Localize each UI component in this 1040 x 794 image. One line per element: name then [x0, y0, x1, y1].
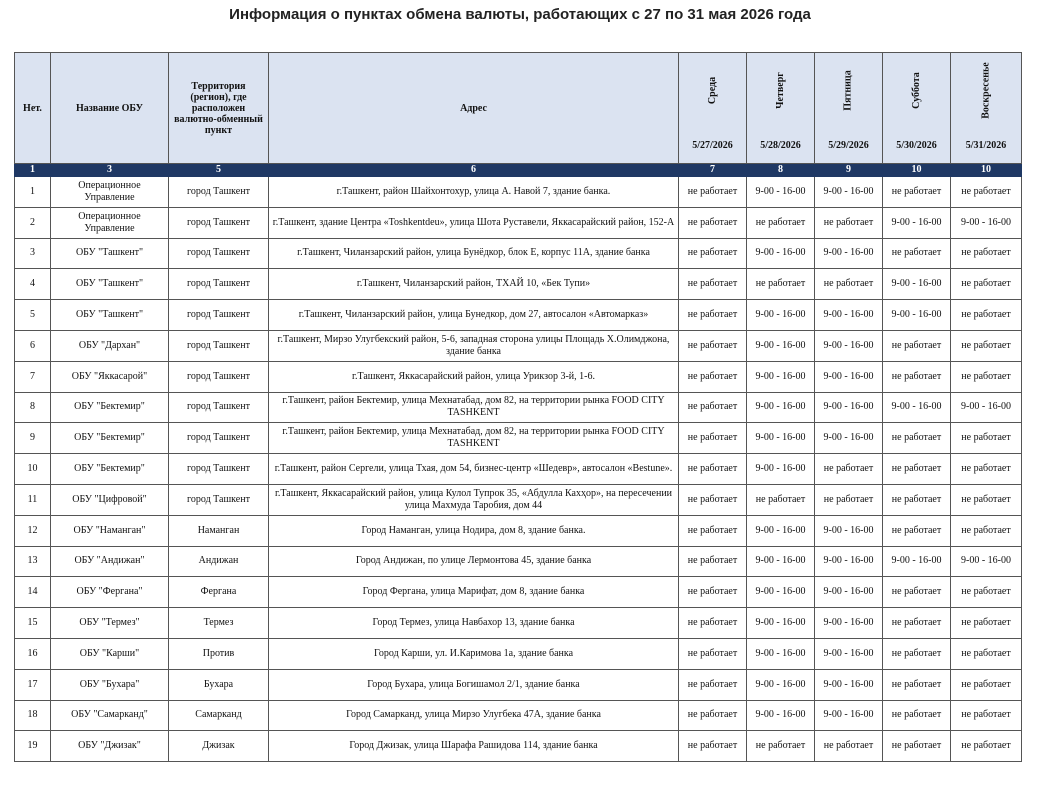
- schedule-cell: не работает: [815, 269, 883, 300]
- obu-name: ОБУ "Андижан": [51, 546, 169, 577]
- schedule-cell: 9-00 - 16-00: [747, 515, 815, 546]
- table-row: [15, 608, 1022, 639]
- table-row: [15, 269, 1022, 300]
- row-number: 5: [15, 300, 51, 331]
- table-row: [15, 392, 1022, 423]
- schedule-cell: не работает: [679, 330, 747, 361]
- schedule-cell: не работает: [679, 731, 747, 762]
- schedule-cell: 9-00 - 16-00: [747, 669, 815, 700]
- obu-name: ОБУ "Термез": [51, 608, 169, 639]
- address: Город Бухара, улица Богишамол 2/1, здание банка: [269, 669, 679, 700]
- region: Фергана: [169, 577, 269, 608]
- header-date: 5/30/2026: [883, 127, 951, 164]
- table-row: [15, 361, 1022, 392]
- schedule-cell: не работает: [883, 515, 951, 546]
- schedule-cell: не работает: [883, 608, 951, 639]
- schedule-cell: не работает: [883, 731, 951, 762]
- region: Наманган: [169, 515, 269, 546]
- address: Город Джизак, улица Шарафа Рашидова 114, здание банка: [269, 731, 679, 762]
- address: г.Ташкент, Мирзо Улугбекский район, 5-6, западная сторона улицы Площадь Х.Олимджона, здание банка: [269, 330, 679, 361]
- table-row: [15, 423, 1022, 454]
- schedule-cell: не работает: [679, 515, 747, 546]
- schedule-cell: 9-00 - 16-00: [747, 700, 815, 731]
- schedule-cell: не работает: [883, 330, 951, 361]
- address: г.Ташкент, Чиланзарский район, улица Бунедкор, дом 27, автосалон «Автомарказ»: [269, 300, 679, 331]
- column-index: 6: [269, 164, 679, 177]
- schedule-cell: 9-00 - 16-00: [747, 638, 815, 669]
- exchange-points-table: [14, 52, 1022, 762]
- schedule-cell: не работает: [679, 577, 747, 608]
- header-date: 5/29/2026: [815, 127, 883, 164]
- schedule-cell: 9-00 - 16-00: [815, 638, 883, 669]
- table-row: [15, 731, 1022, 762]
- schedule-cell: не работает: [747, 484, 815, 515]
- schedule-cell: не работает: [679, 361, 747, 392]
- address: Город Карши, ул. И.Каримова 1а, здание банка: [269, 638, 679, 669]
- schedule-cell: 9-00 - 16-00: [883, 207, 951, 238]
- header-day: Пятница: [815, 53, 883, 128]
- row-number: 4: [15, 269, 51, 300]
- row-number: 3: [15, 238, 51, 269]
- schedule-cell: не работает: [679, 669, 747, 700]
- table-header: [15, 53, 1022, 177]
- region: Джизак: [169, 731, 269, 762]
- address: г.Ташкент, Чиланзарский район, ТХАЙ 10, «Бек Тупи»: [269, 269, 679, 300]
- region: город Ташкент: [169, 484, 269, 515]
- schedule-cell: не работает: [679, 207, 747, 238]
- region: город Ташкент: [169, 269, 269, 300]
- table-body: [15, 177, 1022, 762]
- header-date: 5/28/2026: [747, 127, 815, 164]
- address: г.Ташкент, Яккасарайский район, улица Урикзор 3-й, 1-6.: [269, 361, 679, 392]
- header-day: Четверг: [747, 53, 815, 128]
- header-day: Суббота: [883, 53, 951, 128]
- schedule-cell: не работает: [883, 423, 951, 454]
- header-territory: Территория (регион), где расположен валютно-обменный пункт: [169, 53, 269, 164]
- obu-name: ОБУ "Цифровой": [51, 484, 169, 515]
- table-row: [15, 546, 1022, 577]
- region: город Ташкент: [169, 454, 269, 485]
- column-index: 3: [51, 164, 169, 177]
- schedule-cell: не работает: [951, 300, 1022, 331]
- obu-name: ОБУ "Дархан": [51, 330, 169, 361]
- table-row: [15, 638, 1022, 669]
- column-index: 9: [815, 164, 883, 177]
- obu-name: ОБУ "Ташкент": [51, 238, 169, 269]
- obu-name: ОБУ "Карши": [51, 638, 169, 669]
- schedule-cell: не работает: [883, 454, 951, 485]
- schedule-cell: не работает: [951, 638, 1022, 669]
- schedule-cell: 9-00 - 16-00: [951, 392, 1022, 423]
- region: город Ташкент: [169, 238, 269, 269]
- schedule-cell: 9-00 - 16-00: [747, 608, 815, 639]
- schedule-cell: не работает: [815, 454, 883, 485]
- obu-name: ОБУ "Бектемир": [51, 454, 169, 485]
- schedule-cell: не работает: [951, 330, 1022, 361]
- schedule-cell: не работает: [679, 238, 747, 269]
- header-obu: Название ОБУ: [51, 53, 169, 164]
- schedule-cell: не работает: [883, 638, 951, 669]
- table-row: [15, 669, 1022, 700]
- schedule-cell: не работает: [679, 269, 747, 300]
- region: город Ташкент: [169, 330, 269, 361]
- schedule-cell: 9-00 - 16-00: [815, 608, 883, 639]
- region: город Ташкент: [169, 361, 269, 392]
- schedule-cell: не работает: [679, 177, 747, 208]
- schedule-cell: 9-00 - 16-00: [747, 238, 815, 269]
- schedule-cell: 9-00 - 16-00: [883, 392, 951, 423]
- schedule-cell: не работает: [815, 731, 883, 762]
- row-number: 16: [15, 638, 51, 669]
- region: Против: [169, 638, 269, 669]
- column-index: 5: [169, 164, 269, 177]
- header-day: Воскресенье: [951, 53, 1022, 128]
- page-title: Информация о пунктах обмена валюты, работающих с 27 по 31 мая 2026 года: [229, 6, 811, 23]
- schedule-cell: не работает: [883, 177, 951, 208]
- row-number: 14: [15, 577, 51, 608]
- row-number: 9: [15, 423, 51, 454]
- schedule-cell: 9-00 - 16-00: [815, 361, 883, 392]
- schedule-cell: не работает: [883, 700, 951, 731]
- obu-name: ОБУ "Ташкент": [51, 269, 169, 300]
- schedule-cell: не работает: [679, 300, 747, 331]
- region: город Ташкент: [169, 392, 269, 423]
- row-number: 6: [15, 330, 51, 361]
- schedule-cell: не работает: [951, 669, 1022, 700]
- schedule-cell: не работает: [951, 608, 1022, 639]
- schedule-cell: 9-00 - 16-00: [747, 577, 815, 608]
- obu-name: ОБУ "Самарканд": [51, 700, 169, 731]
- address: г.Ташкент, район Бектемир, улица Мехнатабад, дом 82, на территории рынка FOOD CITY TASHKENT: [269, 423, 679, 454]
- address: Город Наманган, улица Нодира, дом 8, здание банка.: [269, 515, 679, 546]
- table-row: [15, 238, 1022, 269]
- schedule-cell: 9-00 - 16-00: [951, 207, 1022, 238]
- schedule-cell: 9-00 - 16-00: [747, 300, 815, 331]
- schedule-cell: не работает: [815, 484, 883, 515]
- obu-name: ОБУ "Джизак": [51, 731, 169, 762]
- header-num: Нет.: [15, 53, 51, 164]
- schedule-cell: 9-00 - 16-00: [815, 423, 883, 454]
- row-number: 15: [15, 608, 51, 639]
- schedule-cell: не работает: [951, 484, 1022, 515]
- region: город Ташкент: [169, 300, 269, 331]
- table-row: [15, 207, 1022, 238]
- address: г.Ташкент, Яккасарайский район, улица Кулол Тупрок 35, «Абдулла Кахҳор», на пересечении улица Махмуда Таробия, дом 44: [269, 484, 679, 515]
- schedule-cell: 9-00 - 16-00: [815, 669, 883, 700]
- schedule-cell: 9-00 - 16-00: [883, 300, 951, 331]
- region: Бухара: [169, 669, 269, 700]
- row-number: 17: [15, 669, 51, 700]
- schedule-cell: не работает: [883, 361, 951, 392]
- schedule-cell: 9-00 - 16-00: [747, 177, 815, 208]
- row-number: 8: [15, 392, 51, 423]
- obu-name: ОБУ "Яккасарой": [51, 361, 169, 392]
- region: город Ташкент: [169, 177, 269, 208]
- schedule-cell: 9-00 - 16-00: [815, 177, 883, 208]
- header-date: 5/31/2026: [951, 127, 1022, 164]
- column-index: 7: [679, 164, 747, 177]
- obu-name: ОБУ "Ташкент": [51, 300, 169, 331]
- schedule-cell: не работает: [679, 454, 747, 485]
- row-number: 1: [15, 177, 51, 208]
- address: г.Ташкент, район Сергели, улица Тхая, дом 54, бизнес-центр «Шедевр», автосалон «Bestune».: [269, 454, 679, 485]
- region: город Ташкент: [169, 423, 269, 454]
- schedule-cell: не работает: [951, 577, 1022, 608]
- row-number: 12: [15, 515, 51, 546]
- table-row: [15, 454, 1022, 485]
- schedule-cell: не работает: [951, 269, 1022, 300]
- schedule-cell: не работает: [883, 577, 951, 608]
- schedule-cell: не работает: [951, 423, 1022, 454]
- schedule-cell: не работает: [679, 638, 747, 669]
- schedule-cell: не работает: [747, 731, 815, 762]
- schedule-cell: не работает: [679, 423, 747, 454]
- schedule-cell: не работает: [883, 238, 951, 269]
- schedule-cell: не работает: [951, 731, 1022, 762]
- schedule-cell: 9-00 - 16-00: [815, 577, 883, 608]
- schedule-cell: не работает: [679, 546, 747, 577]
- schedule-cell: 9-00 - 16-00: [815, 515, 883, 546]
- schedule-cell: 9-00 - 16-00: [747, 423, 815, 454]
- schedule-cell: не работает: [883, 669, 951, 700]
- row-number: 10: [15, 454, 51, 485]
- schedule-cell: 9-00 - 16-00: [747, 392, 815, 423]
- row-number: 19: [15, 731, 51, 762]
- region: город Ташкент: [169, 207, 269, 238]
- schedule-cell: не работает: [815, 207, 883, 238]
- region: Самарканд: [169, 700, 269, 731]
- table-row: [15, 177, 1022, 208]
- obu-name: Операционное Управление: [51, 177, 169, 208]
- schedule-cell: 9-00 - 16-00: [815, 330, 883, 361]
- table-row: [15, 515, 1022, 546]
- obu-name: ОБУ "Наманган": [51, 515, 169, 546]
- schedule-cell: не работает: [679, 700, 747, 731]
- schedule-cell: не работает: [951, 700, 1022, 731]
- schedule-cell: 9-00 - 16-00: [747, 330, 815, 361]
- address: г.Ташкент, здание Центра «Toshkentdeu», улица Шота Руставели, Яккасарайский район, 152-А: [269, 207, 679, 238]
- address: г.Ташкент, район Бектемир, улица Мехнатабад, дом 82, на территории рынка FOOD CITY TASHKENT: [269, 392, 679, 423]
- column-index: 8: [747, 164, 815, 177]
- table-row: [15, 577, 1022, 608]
- schedule-cell: 9-00 - 16-00: [815, 238, 883, 269]
- address: Город Фергана, улица Марифат, дом 8, здание банка: [269, 577, 679, 608]
- address: г.Ташкент, Чиланзарский район, улица Бунёдкор, блок Е, корпус 11А, здание банка: [269, 238, 679, 269]
- schedule-cell: не работает: [951, 454, 1022, 485]
- schedule-cell: 9-00 - 16-00: [747, 454, 815, 485]
- schedule-cell: 9-00 - 16-00: [883, 546, 951, 577]
- address: Город Андижан, по улице Лермонтова 45, здание банка: [269, 546, 679, 577]
- schedule-cell: 9-00 - 16-00: [747, 361, 815, 392]
- column-index: 10: [951, 164, 1022, 177]
- schedule-cell: не работает: [883, 484, 951, 515]
- schedule-cell: 9-00 - 16-00: [883, 269, 951, 300]
- column-index-row: [15, 164, 1022, 177]
- schedule-cell: не работает: [679, 484, 747, 515]
- table-row: [15, 300, 1022, 331]
- header-date: 5/27/2026: [679, 127, 747, 164]
- schedule-cell: 9-00 - 16-00: [815, 392, 883, 423]
- obu-name: Операционное Управление: [51, 207, 169, 238]
- schedule-cell: не работает: [951, 177, 1022, 208]
- schedule-cell: не работает: [951, 238, 1022, 269]
- address: Город Самарканд, улица Мирзо Улугбека 47А, здание банка: [269, 700, 679, 731]
- row-number: 7: [15, 361, 51, 392]
- schedule-cell: не работает: [679, 392, 747, 423]
- schedule-cell: не работает: [951, 515, 1022, 546]
- obu-name: ОБУ "Бектемир": [51, 423, 169, 454]
- header-address: Адрес: [269, 53, 679, 164]
- row-number: 2: [15, 207, 51, 238]
- column-index: 1: [15, 164, 51, 177]
- schedule-cell: 9-00 - 16-00: [815, 546, 883, 577]
- schedule-cell: не работает: [679, 608, 747, 639]
- schedule-cell: не работает: [747, 269, 815, 300]
- schedule-cell: 9-00 - 16-00: [815, 300, 883, 331]
- obu-name: ОБУ "Фергана": [51, 577, 169, 608]
- schedule-cell: не работает: [747, 207, 815, 238]
- schedule-cell: 9-00 - 16-00: [815, 700, 883, 731]
- obu-name: ОБУ "Бектемир": [51, 392, 169, 423]
- address: Город Термез, улица Навбахор 13, здание банка: [269, 608, 679, 639]
- row-number: 18: [15, 700, 51, 731]
- schedule-cell: 9-00 - 16-00: [747, 546, 815, 577]
- table-row: [15, 484, 1022, 515]
- region: Андижан: [169, 546, 269, 577]
- schedule-cell: не работает: [951, 361, 1022, 392]
- table-row: [15, 330, 1022, 361]
- column-index: 10: [883, 164, 951, 177]
- obu-name: ОБУ "Бухара": [51, 669, 169, 700]
- row-number: 11: [15, 484, 51, 515]
- schedule-cell: 9-00 - 16-00: [951, 546, 1022, 577]
- row-number: 13: [15, 546, 51, 577]
- header-day: Среда: [679, 53, 747, 128]
- region: Термез: [169, 608, 269, 639]
- table-row: [15, 700, 1022, 731]
- address: г.Ташкент, район Шайхонтохур, улица А. Навой 7, здание банка.: [269, 177, 679, 208]
